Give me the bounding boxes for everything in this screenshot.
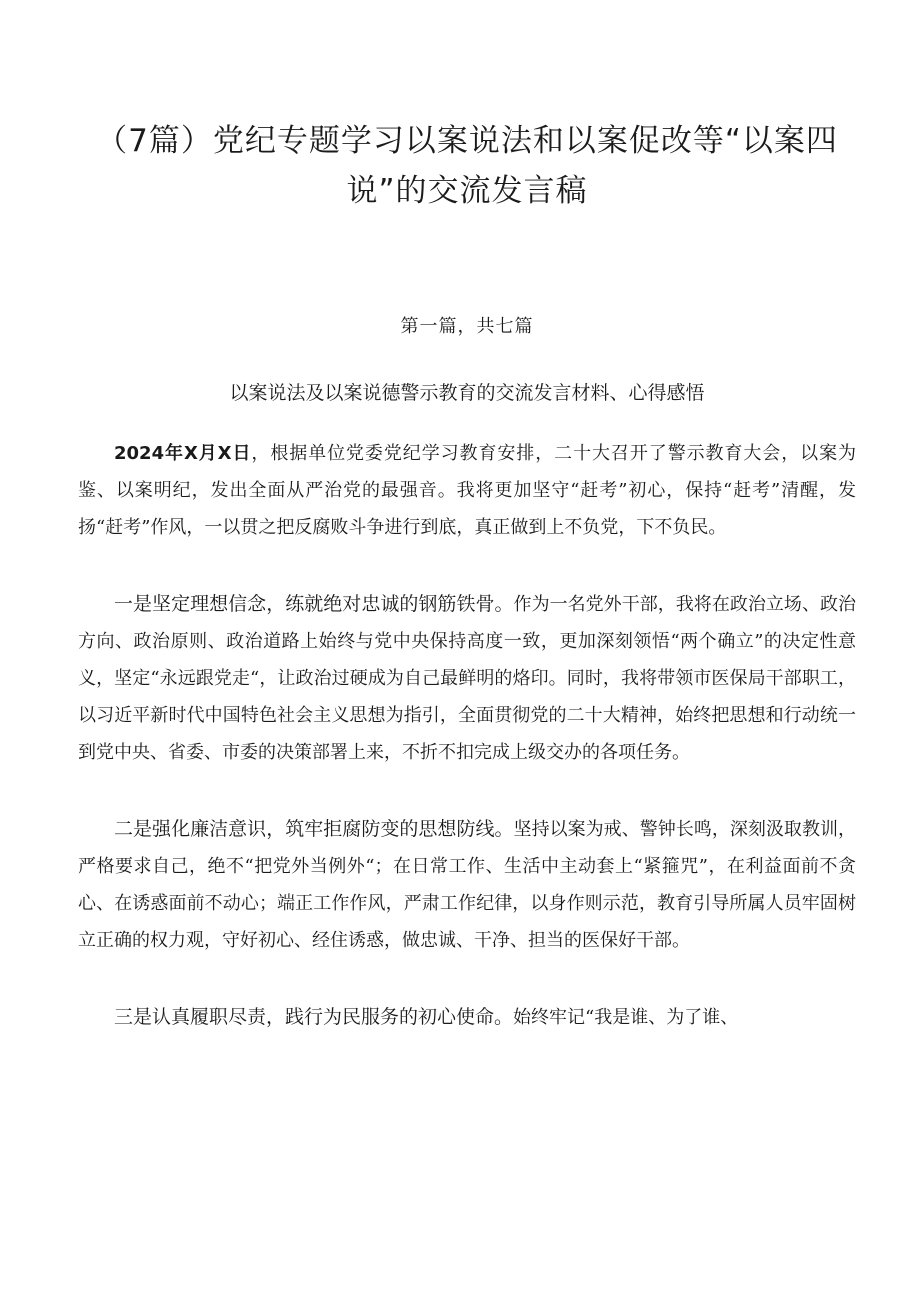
intro-date: 2024年X月X日: [114, 443, 252, 464]
section-heading: 以案说法及以案说德警示教育的交流发言材料、心得感悟: [229, 382, 705, 404]
part-label: 第一篇，共七篇: [400, 316, 534, 337]
point-lead-3: 三是认真履职尽责，践行为民服务的初心使命。: [114, 1006, 514, 1028]
point-paragraph-3: [78, 999, 856, 1036]
point-lead-2: 二是强化廉洁意识，筑牢拒腐防变的思想防线。: [114, 818, 514, 840]
point-paragraph-1: [78, 586, 856, 771]
point-lead-1: 一是坚定理想信念，练就绝对忠诚的钢筋铁骨。: [114, 593, 514, 615]
document-title: （7篇）党纪专题学习以案说法和以案促改等“以案四说”的交流发言稿: [96, 123, 838, 209]
point-text-3: 始终牢记“我是谁、为了谁、: [513, 1007, 739, 1028]
point-text-1: 作为一名党外干部，我将在政治立场、政治方向、政治原则、政治道路上始终与党中央保持高度一致，更加深刻领悟“两个确立”的决定性意义，坚定“永远跟党走“，让政治过硬成为自己最鲜明的烙印。同时，我将带领市医保局干部职工，以习近平新时代中国特色社会主义思想为指引，全面贯彻党的二十大精神，始终把思想和行动统一到党中央、省委、市委的决策部署上来，不折不扣完成上级交办的各项任务。: [78, 594, 856, 763]
point-text-2: 坚持以案为戒、警钟长鸣，深刻汲取教训，严格要求自己，绝不“把党外当例外“；在日常工作、生活中主动套上“紧箍咒”，在利益面前不贪心、在诱惑面前不动心；端正工作作风，严肃工作纪律，以身作则示范，教育引导所属人员牢固树立正确的权力观，守好初心、经住诱惑，做忠诚、干净、担当的医保好干部。: [78, 819, 856, 951]
intro-text: ，根据单位党委党纪学习教育安排，二十大召开了警示教育大会，以案为鉴、以案明纪，发出全面从严治党的最强音。我将更加坚守“赶考”初心，保持“赶考”清醒，发扬“赶考”作风，一以贯之把反腐败斗争进行到底，真正做到上不负党，下不负民。: [78, 443, 856, 538]
point-paragraph-2: [78, 811, 856, 959]
intro-paragraph: [78, 435, 856, 546]
